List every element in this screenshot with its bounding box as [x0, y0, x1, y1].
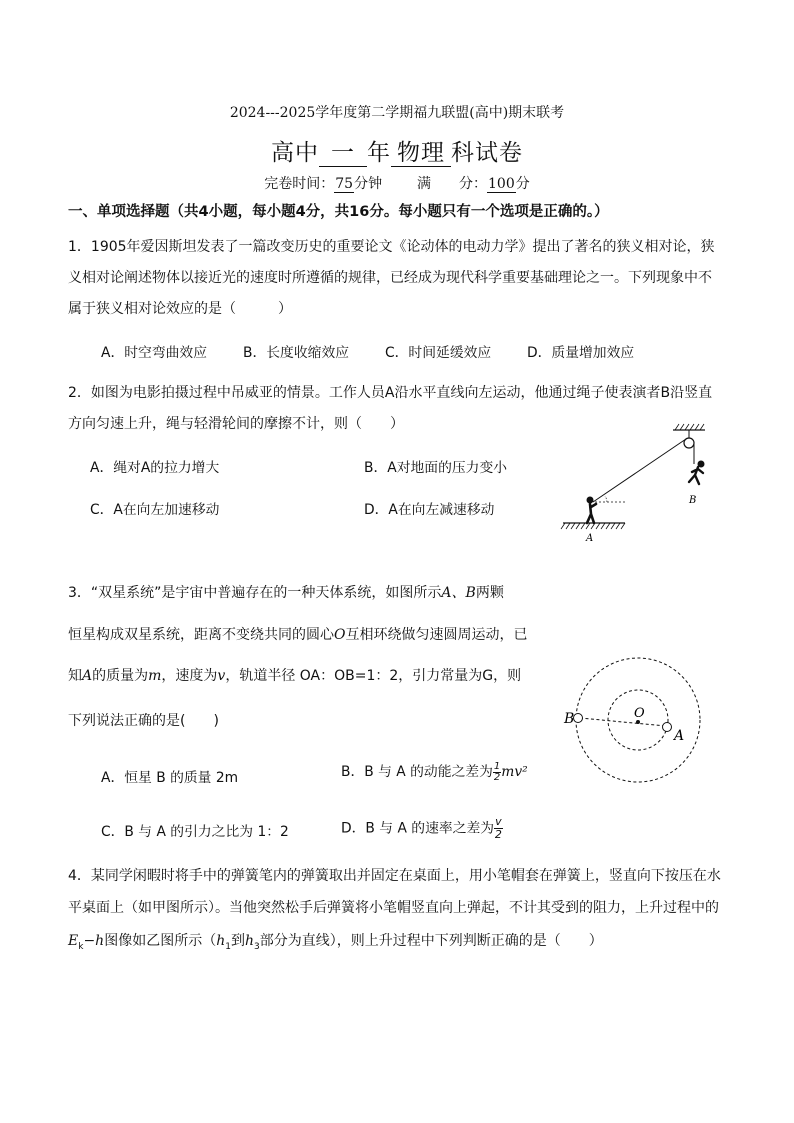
score-label: 满 分：: [417, 176, 487, 192]
label-a: A: [586, 533, 594, 544]
section-heading: 一、单项选择题（共4小题，每小题4分，共16分。每小题只有一个选项是正确的。）: [68, 204, 609, 220]
q3-var-o: O: [334, 627, 346, 643]
q3-option-c: C．B 与 A 的引力之比为 1：2: [101, 824, 289, 840]
frac-den: 2: [494, 828, 502, 841]
q4-line3-a: 图像如乙图所示（: [104, 933, 217, 949]
exam-header: 2024---2025学年度第二学期福九联盟(高中)期末联考: [229, 105, 565, 121]
q3-line1-text: 3．“双星系统”是宇宙中普遍存在的一种天体系统，如图所示: [68, 585, 442, 601]
q4-var-h1: h: [216, 933, 226, 949]
frac-den: 2: [493, 771, 501, 783]
q1-option-b: B．长度收缩效应: [243, 345, 350, 361]
q4-var-ek: E: [68, 933, 79, 949]
time-value: 75: [335, 176, 354, 192]
subject-field: 物理: [391, 141, 451, 167]
exam-meta: [0, 173, 794, 193]
q3-var-v: v: [217, 668, 226, 684]
question-4-line-3: [68, 926, 724, 963]
q4-var-h3: h: [244, 933, 254, 949]
q3-var-m: m: [148, 668, 162, 684]
q2-pulley-figure: [555, 420, 715, 545]
q1-option-c: C．时间延缓效应: [385, 345, 492, 361]
label-o: O: [634, 706, 645, 721]
q4-var-ek-sub: k: [78, 941, 84, 952]
label-b: B: [564, 711, 575, 727]
q3-option-b-text: B．B 与 A 的动能之差为: [341, 764, 493, 780]
q4-var-h: −h: [83, 933, 105, 949]
q3-option-d-fraction: [494, 816, 503, 841]
q3-option-b-expr: mv²: [501, 764, 528, 780]
q3-line3-d: ，轨道半径 OA：OB=1：2，引力常量为G，则: [225, 668, 522, 684]
q3-line3-b: 的质量为: [92, 668, 149, 684]
q2-option-d: D．A在向左减速移动: [364, 502, 495, 518]
frac-num: 1: [493, 760, 501, 772]
label-a: A: [674, 728, 685, 744]
question-3-line-4: 下列说法正确的是( ): [68, 713, 219, 729]
q2-option-a: A．绳对A的拉力增大: [90, 460, 220, 476]
question-4-line-2: 平桌面上（如甲图所示）。当他突然松手后弹簧将小笔帽竖直向上弹起，不计其受到的阻力，上升过程中的: [68, 900, 719, 916]
q3-line2-a: 恒星构成双星系统，距离不变绕共同的圆心: [68, 627, 334, 643]
star-b: [574, 714, 583, 723]
score-unit: 分: [515, 176, 530, 192]
q3-binary-star-figure: [560, 650, 710, 790]
time-unit: 分钟: [354, 176, 383, 192]
q3-option-d: [341, 816, 503, 841]
question-3-line-2: [68, 620, 724, 651]
q4-line3-c: 部分为直线），则上升过程中下列判断正确的是（ ）: [259, 933, 603, 949]
performer-b-figure: [689, 461, 705, 485]
q3-option-d-text: D．B 与 A 的速率之差为: [341, 820, 495, 837]
question-2-stem: 2．如图为电影拍摄过程中吊威亚的情景。工作人员A沿水平直线向左运动，他通过绳子使表演者B沿竖直方向匀速上升，绳与轻滑轮间的摩擦不计，则（ ）: [68, 385, 713, 432]
title-prefix: 高中: [271, 140, 319, 166]
frac-num: v: [495, 815, 502, 828]
question-3-line-1: [68, 578, 724, 609]
title-suffix: 科试卷: [451, 140, 523, 166]
q3-line3-a: 知: [68, 668, 82, 684]
q2-option-c: C．A在向左加速移动: [90, 502, 220, 518]
q4-line3-b: 到: [230, 933, 245, 949]
q3-line2-b: 互相环绕做匀速圆周运动，已: [345, 627, 528, 643]
title-mid: 年: [367, 140, 391, 166]
q4-var-h3-sub: 3: [254, 941, 260, 952]
time-label: 完卷时间：: [264, 176, 335, 192]
q3-var-ab: A、B: [441, 585, 476, 601]
label-b: B: [689, 495, 697, 506]
grade-field: 一: [319, 141, 367, 167]
q3-line1-end: 两颗: [475, 585, 504, 601]
q3-option-b: [341, 760, 528, 783]
score-value: 100: [488, 176, 515, 192]
question-1-stem: 1．1905年爱因斯坦发表了一篇改变历史的重要论文《论动体的电动力学》提出了著名的狭义相对论，狭义相对论阐述物体以接近光的速度时所遵循的规律，已经成为现代科学重要基础理论之一。下列现象中不属于狭义相对论效应的是（ ）: [68, 239, 715, 317]
q3-option-a: A．恒星 B 的质量 2m: [101, 770, 239, 786]
q1-option-a: A．时空弯曲效应: [101, 345, 208, 361]
q1-option-d: D．质量增加效应: [527, 345, 635, 361]
exam-title: [0, 134, 794, 167]
question-4-line-1: 4．某同学闲暇时将手中的弹簧笔内的弹簧取出并固定在桌面上，用小笔帽套在弹簧上，竖直向下按压在水: [68, 868, 721, 884]
star-a: [663, 723, 672, 732]
q2-option-b: B．A对地面的压力变小: [364, 460, 508, 476]
q3-var-a: A: [82, 668, 93, 684]
q3-line3-c: ，速度为: [161, 668, 218, 684]
q4-var-h1-sub: 1: [225, 941, 231, 952]
